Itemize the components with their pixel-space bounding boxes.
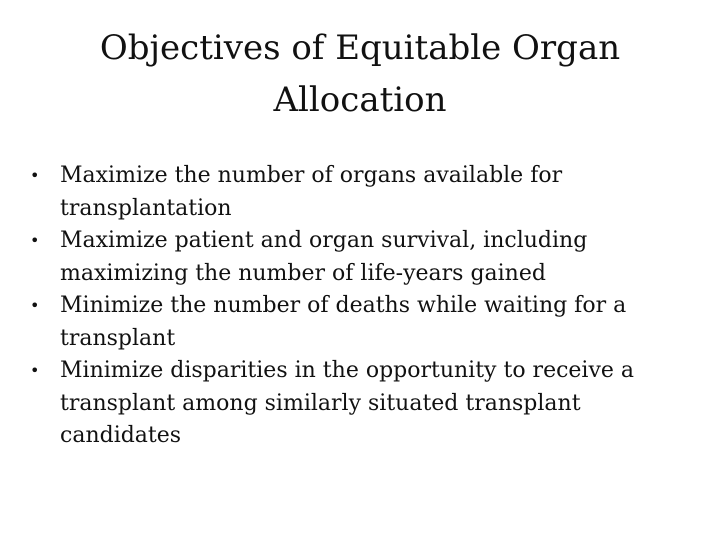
bullet-4-line-1: Minimize disparities in the opportunity to receive a [60, 358, 635, 383]
bullet-list [28, 160, 698, 453]
bullet-icon: • [30, 296, 40, 315]
bullet-item-1 [28, 160, 698, 225]
bullet-2-line-1: Maximize patient and organ survival, including [60, 228, 588, 253]
slide-title-line-2: Allocation [273, 80, 447, 120]
bullet-icon: • [30, 361, 40, 380]
bullet-3-line-1: Minimize the number of deaths while waiting for a [60, 293, 627, 318]
bullet-1-line-2: transplantation [60, 195, 232, 221]
bullet-item-3 [28, 290, 698, 355]
bullet-1-line-1: Maximize the number of organs available for [60, 163, 563, 188]
bullet-4-line-2: transplant among similarly situated transplant [60, 390, 581, 416]
slide-title [40, 22, 680, 126]
bullet-4-line-3: candidates [60, 423, 182, 448]
bullet-item-4 [28, 355, 698, 453]
slide-title-line-1: Objectives of Equitable Organ [99, 28, 621, 68]
bullet-icon: • [30, 231, 40, 250]
bullet-icon: • [30, 166, 40, 185]
bullet-item-2 [28, 225, 698, 290]
bullet-3-line-2: transplant [60, 325, 176, 351]
bullet-2-line-2: maximizing the number of life-years gained [60, 260, 546, 286]
